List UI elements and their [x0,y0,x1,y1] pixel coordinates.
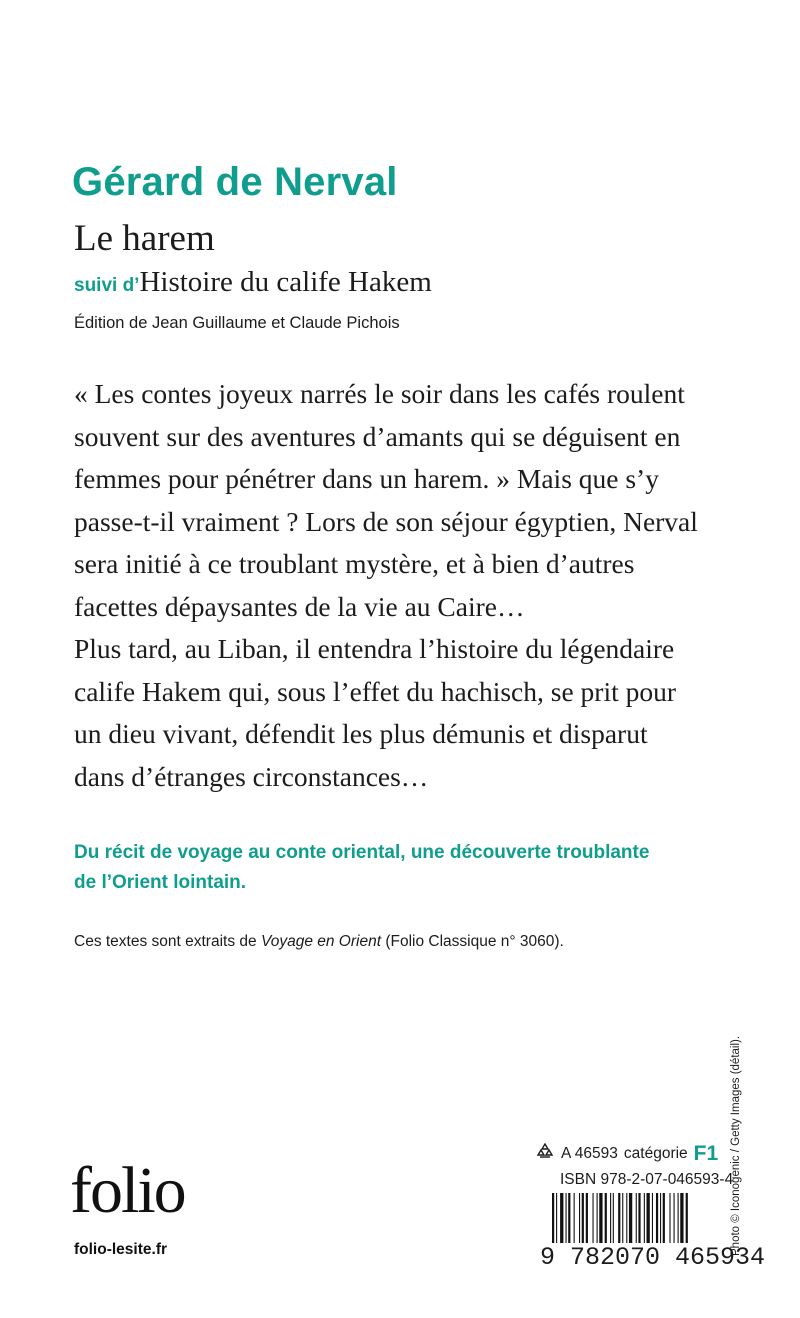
category-code: F1 [693,1142,719,1165]
book-title: Le harem [74,218,215,259]
edition-credit: Édition de Jean Guillaume et Claude Pichois [74,314,400,332]
tagline-line: de l’Orient lointain. [74,872,247,893]
blurb-line: facettes dépaysantes de la vie au Caire… [74,590,525,622]
blurb-line: souvent sur des aventures d’amants qui se déguisent en [74,420,681,452]
tagline [74,838,774,898]
folio-logo: folio [70,1154,185,1227]
recycle-icon [535,1143,555,1166]
blurb-line: « Les contes joyeux narrés le soir dans les cafés roulent [74,378,685,409]
photo-credit: Photo © Iconogenic / Getty Images (détail). [730,1035,742,1256]
barcode-digits: 9 782070 465934 [540,1243,766,1272]
extract-note-ref: (Folio Classique n° 3060). [381,933,564,950]
extract-note-text: Ces textes sont extraits de [74,933,261,950]
category-label: catégorie [623,1145,688,1162]
blurb-line: femmes pour pénétrer dans un harem. » Mais que s’y [74,463,659,494]
source-work-title: Voyage en Orient [260,933,382,950]
back-cover-blurb [74,373,754,798]
author-name: Gérard de Nerval [72,160,398,204]
tagline-line: Du récit de voyage au conte oriental, une découverte troublante [74,842,650,863]
extract-note [74,933,564,951]
subtitle-line [74,266,432,299]
blurb-line: dans d’étranges circonstances… [74,760,429,792]
isbn: ISBN 978-2-07-046593-4 [560,1171,734,1188]
publisher-website: folio-lesite.fr [74,1241,168,1258]
blurb-line: calife Hakem qui, sous l’effet du hachisch, se prit pour [74,675,677,707]
blurb-line: sera initié à ce troublant mystère, et à bien d’autres [74,548,635,579]
blurb-line: Plus tard, au Liban, il entendra l’histoire du légendaire [74,633,675,664]
subtitle-prefix: suivi d’ [74,275,140,296]
blurb-line: passe-t-il vraiment ? Lors de son séjour égyptien, Nerval [74,505,698,537]
blurb-line: un dieu vivant, défendit les plus démunis et disparut [74,718,648,749]
catalog-reference: A 46593 [561,1145,618,1162]
subtitle: Histoire du calife Hakem [139,266,432,298]
catalog-code-line [535,1142,718,1166]
